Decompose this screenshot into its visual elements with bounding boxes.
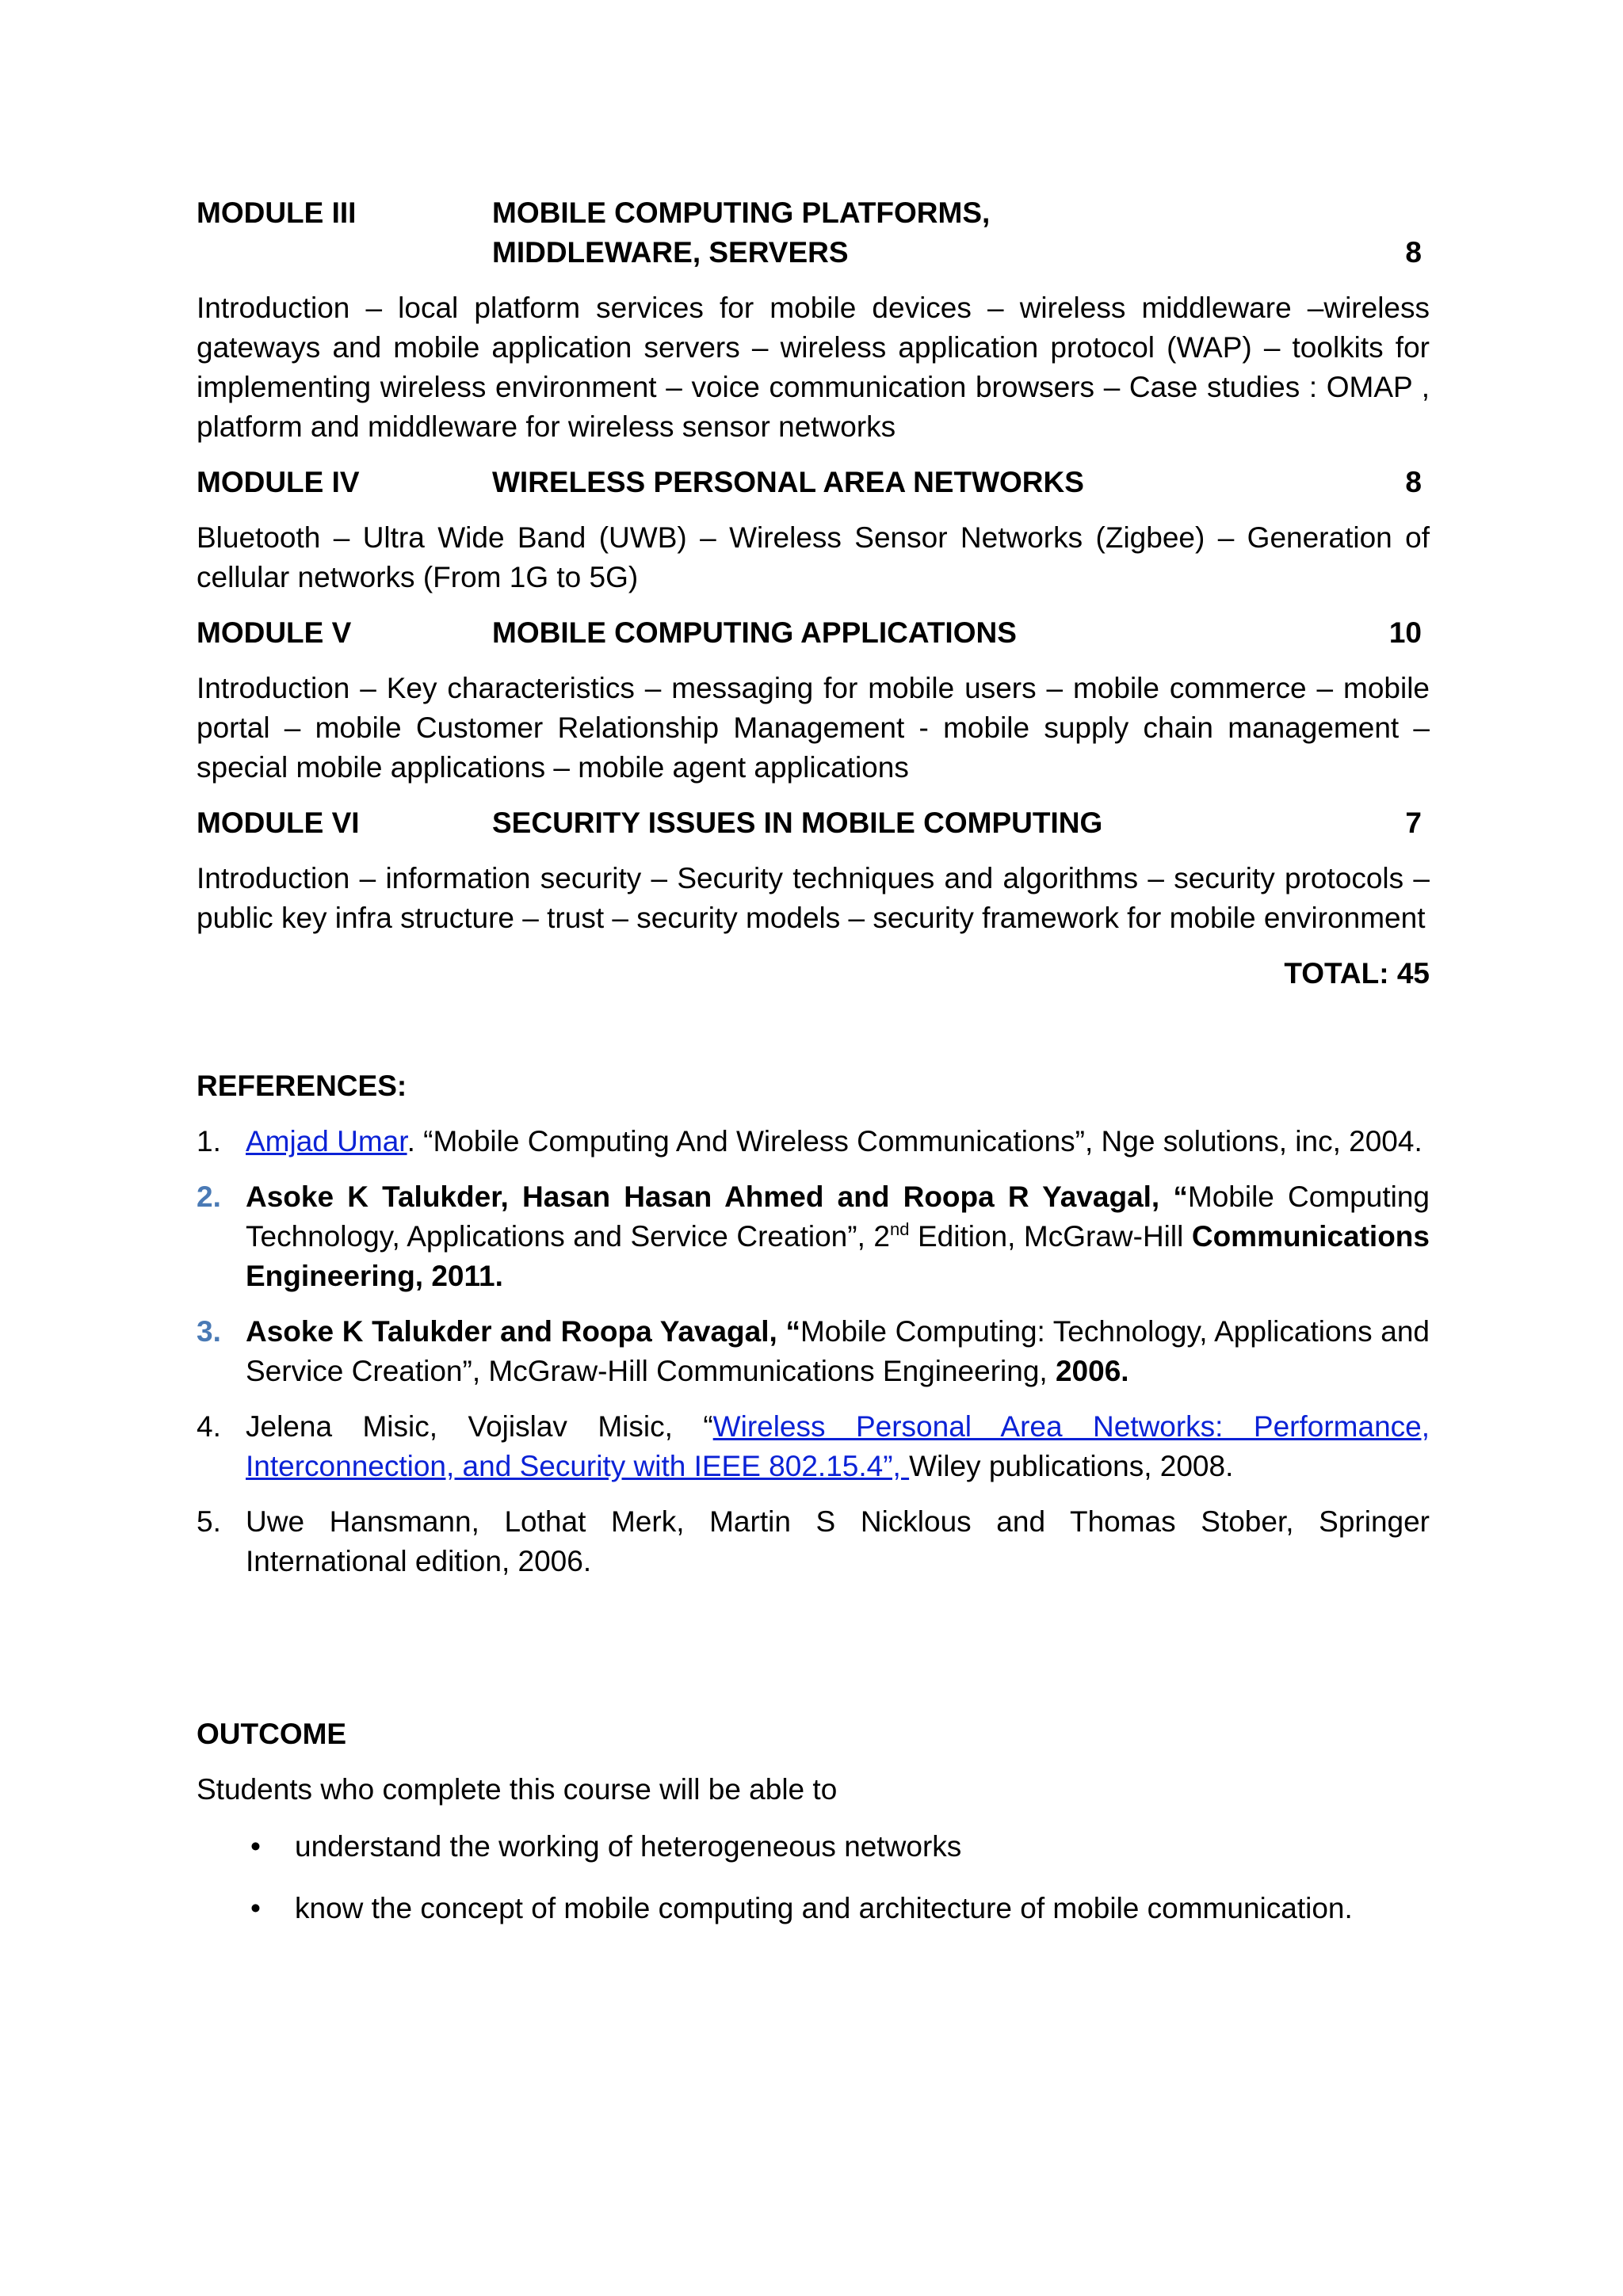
module-title: MOBILE COMPUTING APPLICATIONS: [492, 616, 1017, 649]
reference-year: 2006.: [1055, 1355, 1129, 1387]
reference-number: 5.: [197, 1505, 221, 1538]
references-heading: REFERENCES:: [197, 1070, 407, 1102]
module-title-line2: MIDDLEWARE, SERVERS: [492, 236, 849, 269]
module-vi-header: [197, 803, 1430, 843]
outcome-heading: OUTCOME: [197, 1718, 347, 1750]
reference-text: Mobile Computing: Technology, Applications and Service Creation”, McGraw-Hill Communications Engineering,: [246, 1315, 1430, 1387]
ordinal-suffix: nd: [889, 1219, 910, 1239]
reference-text: Wiley publications, 2008.: [909, 1450, 1234, 1482]
bullet-icon: •: [250, 1830, 261, 1863]
reference-number: 3.: [197, 1315, 221, 1348]
reference-item: [197, 1312, 1430, 1391]
module-hours: 7: [1405, 807, 1422, 839]
reference-authors: Asoke K Talukder and Roopa Yavagal, “: [246, 1315, 800, 1348]
list-item: [197, 1889, 1430, 1928]
total-hours: TOTAL: 45: [1284, 957, 1430, 990]
reference-number: 4.: [197, 1410, 221, 1443]
author-link[interactable]: Amjad Umar: [246, 1125, 407, 1158]
outcome-intro: Students who complete this course will be able to: [197, 1773, 838, 1806]
module-iv-header: [197, 463, 1430, 502]
list-item: [197, 1827, 1430, 1867]
module-v-header: [197, 613, 1430, 653]
module-hours: 10: [1388, 616, 1422, 649]
reference-authors: Jelena Misic, Vojislav Misic, “: [246, 1410, 713, 1443]
reference-item: [197, 1502, 1430, 1581]
module-iii-body: Introduction – local platform services for mobile devices – wireless middleware –wireless gateways and mobile application servers – wireless application protocol (WAP) – toolkits for implementing wireless environment – voice communication browsers – Case studies : OMAP , platform and middleware for wireless sensor networks: [197, 292, 1430, 443]
module-code: MODULE IV: [197, 466, 360, 498]
module-title: SECURITY ISSUES IN MOBILE COMPUTING: [492, 807, 1103, 839]
module-code: MODULE V: [197, 616, 352, 649]
reference-item: [197, 1122, 1430, 1161]
module-iv-body: Bluetooth – Ultra Wide Band (UWB) – Wireless Sensor Networks (Zigbee) – Generation of cellular networks (From 1G to 5G): [197, 521, 1430, 593]
reference-text: Mobile Computing Technology, Applications and Service Creation”, 2: [246, 1180, 1430, 1253]
reference-item: [197, 1177, 1430, 1296]
outcome-text: understand the working of heterogeneous networks: [295, 1830, 962, 1863]
book-title-link[interactable]: Wireless Personal Area Networks: Performance, Interconnection, and Security with IEEE 802.15.4”,: [246, 1410, 1430, 1482]
syllabus-page: [197, 193, 1430, 1951]
reference-item: [197, 1407, 1430, 1486]
module-code: MODULE III: [197, 196, 357, 229]
module-title-line1: MOBILE COMPUTING PLATFORMS,: [492, 196, 991, 229]
bullet-icon: •: [250, 1892, 261, 1924]
reference-number: 1.: [197, 1125, 221, 1158]
module-hours: 8: [1405, 466, 1422, 498]
module-title: [492, 193, 1205, 273]
module-iii-header: [197, 193, 1430, 273]
module-v-body: Introduction – Key characteristics – messaging for mobile users – mobile commerce – mobile portal – mobile Customer Relationship Management - mobile supply chain management – special mobile applications – mobile agent applications: [197, 672, 1430, 784]
reference-text: Edition, McGraw-Hill: [909, 1220, 1192, 1253]
reference-authors: Asoke K Talukder, Hasan Hasan Ahmed and Roopa R Yavagal, “: [246, 1180, 1188, 1213]
outcome-text: know the concept of mobile computing and architecture of mobile communication.: [295, 1892, 1353, 1924]
reference-number: 2.: [197, 1180, 221, 1213]
module-title: WIRELESS PERSONAL AREA NETWORKS: [492, 466, 1084, 498]
reference-text: . “Mobile Computing And Wireless Communications”, Nge solutions, inc, 2004.: [407, 1125, 1423, 1158]
reference-publisher: Communications Engineering, 2011.: [246, 1220, 1430, 1292]
module-hours: 8: [1405, 236, 1422, 269]
module-vi-body: Introduction – information security – Security techniques and algorithms – security protocols – public key infra structure – trust – security models – security framework for mobile environment: [197, 862, 1430, 934]
module-code: MODULE VI: [197, 807, 360, 839]
reference-text: Uwe Hansmann, Lothat Merk, Martin S Nicklous and Thomas Stober, Springer International edition, 2006.: [246, 1505, 1430, 1577]
